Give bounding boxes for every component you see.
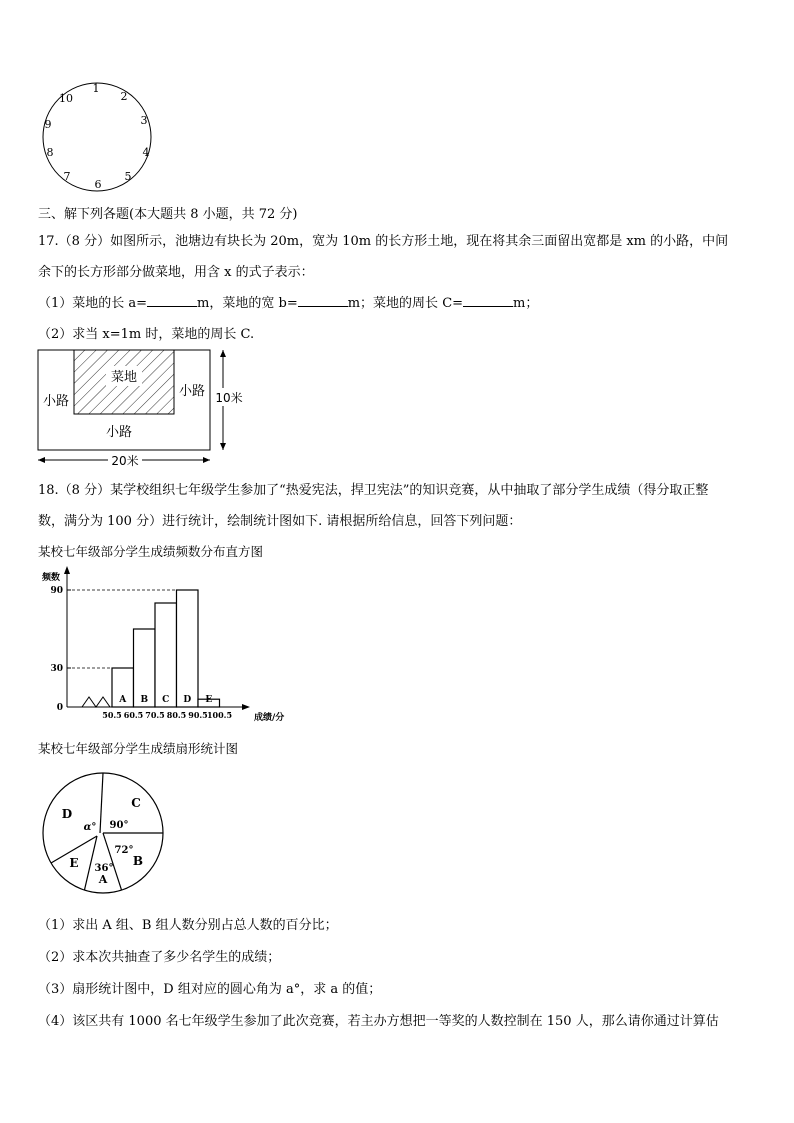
answer-blank-c bbox=[463, 294, 513, 307]
x-tick-label: 90.5 bbox=[188, 710, 208, 720]
q17-part2: （2）求当 x=1m 时，菜地的周长 C. bbox=[38, 327, 255, 342]
y-tick-label: 0 bbox=[56, 703, 63, 713]
height-label: 10米 bbox=[215, 391, 243, 405]
q17-land-diagram bbox=[34, 344, 254, 469]
clock-figure bbox=[40, 80, 160, 195]
path-right-label: 小路 bbox=[178, 384, 206, 399]
q17-part1-text-c: m；菜地的周长 C= bbox=[347, 296, 464, 311]
q17-text-line1: 17.（8 分）如图所示，池塘边有块长为 20m，宽为 10m 的长方形土地，现在将其余三面留出宽都是 xm 的小路，中间 bbox=[38, 234, 729, 249]
histogram-bar-D bbox=[177, 590, 199, 707]
histogram-title: 某校七年级部分学生成绩频数分布直方图 bbox=[38, 544, 264, 559]
q18-text-line1: 18.（8 分）某学校组织七年级学生参加了“热爱宪法，捍卫宪法”的知识竞赛，从中抽取了部分学生成绩（得分取正整 bbox=[38, 483, 709, 498]
answer-blank-a bbox=[147, 294, 197, 307]
q17-part1-text-b: m，菜地的宽 b= bbox=[197, 296, 298, 311]
q18-sub1: （1）求出 A 组、B 组人数分别占总人数的百分比； bbox=[38, 918, 338, 933]
pie-sector-label: B bbox=[132, 854, 144, 868]
clock-number: 9 bbox=[44, 118, 52, 131]
vegetable-label: 菜地 bbox=[110, 370, 138, 385]
q18-sub3: （3）扇形统计图中，D 组对应的圆心角为 a°，求 a 的值； bbox=[38, 982, 382, 997]
pie-angle-label: 72° bbox=[114, 845, 134, 856]
x-tick-label: 50.5 bbox=[102, 710, 122, 720]
x-axis-label: 成绩/分 bbox=[254, 713, 285, 723]
q18-sub2: （2）求本次共抽查了多少名学生的成绩； bbox=[38, 950, 281, 965]
pie-angle-label: 36° bbox=[94, 863, 114, 874]
clock-number: 7 bbox=[63, 170, 71, 183]
axis-break bbox=[82, 697, 110, 707]
histogram-bar-C bbox=[155, 603, 177, 707]
clock-number: 1 bbox=[92, 82, 100, 95]
clock-number: 6 bbox=[94, 178, 102, 191]
clock-number: 2 bbox=[120, 90, 128, 103]
width-label: 20米 bbox=[111, 454, 139, 468]
pie-sector-label: D bbox=[61, 807, 73, 821]
bar-category-label: A bbox=[119, 695, 127, 705]
pie-chart-title: 某校七年级部分学生成绩扇形统计图 bbox=[38, 741, 239, 756]
q17-text-line2: 余下的长方形部分做菜地，用含 x 的式子表示： bbox=[38, 265, 314, 280]
clock-number: 3 bbox=[140, 114, 148, 127]
y-axis-arrow bbox=[64, 566, 70, 574]
bar-category-label: C bbox=[162, 695, 170, 705]
pie-angle-label: 90° bbox=[109, 820, 129, 831]
pie-sector-label: E bbox=[69, 856, 79, 870]
bar-category-label: E bbox=[205, 695, 213, 705]
bar-category-label: D bbox=[183, 695, 192, 705]
y-tick-label: 90 bbox=[50, 586, 63, 596]
clock-number: 4 bbox=[142, 146, 150, 159]
pie-sector-boundary bbox=[100, 773, 103, 833]
sector-pie-chart bbox=[40, 770, 170, 900]
x-tick-label: 100.5 bbox=[206, 710, 233, 720]
answer-blank-b bbox=[298, 294, 348, 307]
x-tick-label: 70.5 bbox=[145, 710, 165, 720]
frequency-histogram bbox=[30, 564, 300, 730]
pie-sector-label: A bbox=[98, 873, 108, 886]
y-tick-label: 30 bbox=[50, 664, 63, 674]
q18-sub4: （4）该区共有 1000 名七年级学生参加了此次竞赛，若主办方想把一等奖的人数控制在 150 人，那么请你通过计算估 bbox=[38, 1014, 719, 1029]
bar-category-label: B bbox=[140, 695, 149, 705]
clock-number: 10 bbox=[59, 92, 73, 105]
q17-part1 bbox=[38, 292, 538, 311]
section-title: 三、解下列各题(本大题共 8 小题，共 72 分) bbox=[38, 207, 298, 222]
clock-number: 8 bbox=[46, 146, 54, 159]
pie-sector-label: C bbox=[131, 796, 141, 810]
x-tick-label: 80.5 bbox=[166, 710, 187, 720]
q17-part1-text-d: m； bbox=[513, 296, 539, 311]
path-bottom-label: 小路 bbox=[105, 425, 133, 440]
q18-text-line2: 数，满分为 100 分）进行统计，绘制统计图如下. 请根据所给信息，回答下列问题： bbox=[38, 514, 522, 529]
y-axis-label: 频数 bbox=[42, 573, 61, 583]
clock-number: 5 bbox=[124, 170, 132, 183]
path-left-label: 小路 bbox=[42, 394, 70, 409]
pie-angle-label: α° bbox=[83, 822, 97, 833]
x-tick-label: 60.5 bbox=[123, 710, 144, 720]
x-axis-arrow bbox=[242, 704, 250, 710]
q17-part1-text-a: （1）菜地的长 a= bbox=[38, 296, 148, 311]
